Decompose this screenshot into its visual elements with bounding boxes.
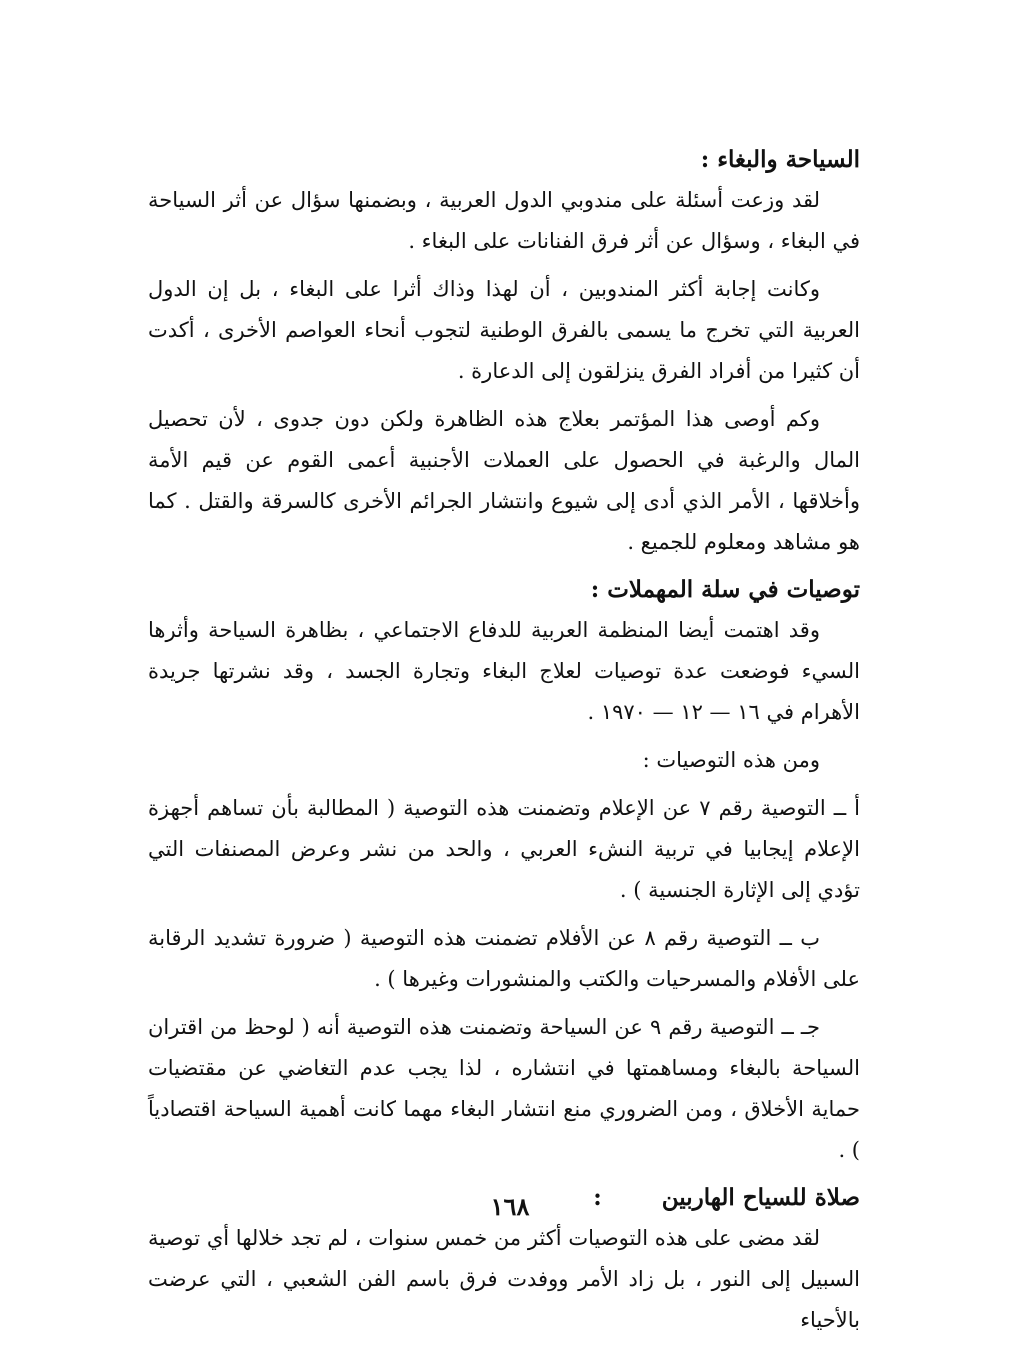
paragraph: ومن هذه التوصيات : [642,748,820,772]
page-body [148,138,860,1348]
section-heading-tourism-prostitution: السياحة والبغاء : [700,146,860,173]
paragraph: وكانت إجابة أكثر المندوبين ، أن لهذا وذاك أثرا على البغاء ، بل إن الدول العربية التي تخرج ما يسمى بالفرق الوطنية لتجوب أنحاء العواصم الأخرى ، أكدت أن كثيرا من أفراد الفرق ينزلقون إلى الدعارة . [148,277,860,383]
section-heading-recommendations: توصيات في سلة المهملات : [590,576,860,603]
paragraph: لقد مضى على هذه التوصيات أكثر من خمس سنوات ، لم تجد خلالها أي توصية السبيل إلى النور ، بل زاد الأمر ووفدت فرق باسم الفن الشعبي ، التي عرضت بالأحياء [148,1226,860,1332]
page-number: ١٦٨ [490,1192,530,1221]
paragraph: وقد اهتمت أيضا المنظمة العربية للدفاع الاجتماعي ، بظاهرة السياحة وأثرها السيء فوضعت عدة توصيات لعلاج البغاء وتجارة الجسد ، وقد نشرتها جريدة الأهرام في ١٦ — ١٢ — ١٩٧٠ . [148,618,860,724]
paragraph: وكم أوصى هذا المؤتمر بعلاج هذه الظاهرة ولكن دون جدوى ، لأن تحصيل المال والرغبة في الحصول على العملات الأجنبية أعمى القوم عن قيم الأمة وأخلاقها ، الأمر الذي أدى إلى شيوع وانتشار الجرائم الأخرى كالسرقة والقتل . كما هو مشاهد ومعلوم للجميع . [148,407,860,554]
recommendation-item-c: جـ ــ التوصية رقم ٩ عن السياحة وتضمنت هذه التوصية أنه ( لوحظ من اقتران السياحة بالبغاء ومساهمتها في انتشاره ، لذا يجب عدم التغاضي عن مقتضيات حماية الأخلاق ، ومن الضروري منع انتشار البغاء مهما كانت أهمية السياحة اقتصادياً ) . [148,1015,860,1162]
section-heading-colon: : [593,1184,602,1211]
section-heading-text: صلاة للسياح الهاربين [661,1184,860,1211]
recommendation-item-a: أ ــ التوصية رقم ٧ عن الإعلام وتضمنت هذه التوصية ( المطالبة بأن تساهم أجهزة الإعلام إيجابيا في تربية النشء العربي ، والحد من نشر وعرض المصنفات التي تؤدي إلى الإثارة الجنسية ) . [148,796,860,902]
recommendation-item-b: ب ــ التوصية رقم ٨ عن الأفلام تضمنت هذه التوصية ( ضرورة تشديد الرقابة على الأفلام والمسرحيات والكتب والمنشورات وغيرها ) . [148,926,860,991]
paragraph: لقد وزعت أسئلة على مندوبي الدول العربية ، وبضمنها سؤال عن أثر السياحة في البغاء ، وسؤال عن أثر فرق الفنانات على البغاء . [148,188,860,253]
